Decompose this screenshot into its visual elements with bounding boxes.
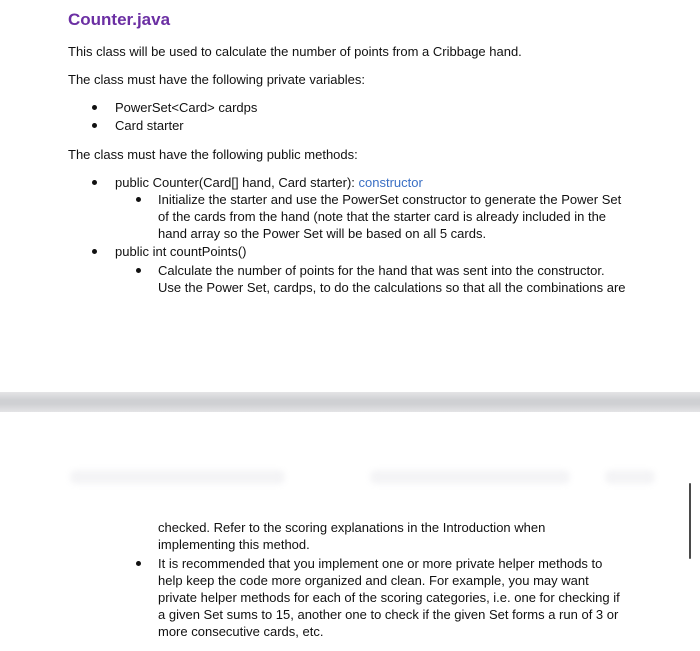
bullet-icon <box>136 561 141 566</box>
scrollbar[interactable] <box>689 483 691 559</box>
bullet-icon <box>92 123 97 128</box>
bullet-icon <box>92 180 97 185</box>
faint-overlay <box>370 470 570 484</box>
private-vars-heading: The class must have the following private variables: <box>68 72 365 87</box>
list-item <box>136 555 620 640</box>
list-item <box>92 99 257 116</box>
constructor-tag: constructor <box>358 175 423 190</box>
private-var-starter: Card starter <box>115 118 184 133</box>
count-points-detail: Calculate the number of points for the hand that was sent into the constructor. Use the Power Set, cardps, to do the calculations so that all the combinations are <box>158 263 626 295</box>
bullet-icon <box>92 105 97 110</box>
continuation-paragraph <box>158 519 545 553</box>
list-item <box>136 191 621 242</box>
constructor-signature: public Counter(Card[] hand, Card starter): <box>115 175 359 190</box>
faint-overlay <box>70 470 285 484</box>
method-signature <box>115 174 423 191</box>
bullet-icon <box>136 268 141 273</box>
continuation-text: checked. Refer to the scoring explanations in the Introduction when implementing this method. <box>158 520 546 552</box>
page-title: Counter.java <box>68 10 171 29</box>
list-item <box>92 243 247 260</box>
public-methods-heading: The class must have the following public methods: <box>68 147 358 162</box>
list-item <box>92 117 184 134</box>
constructor-detail: Initialize the starter and use the PowerSet constructor to generate the Power Set of the cards from the hand (note that the starter card is already included in the hand array so the Power Set will be based on all 5 cards. <box>158 192 622 241</box>
recommendation-text: It is recommended that you implement one or more private helper methods to help keep the code more organized and clean. For example, you may want private helper methods for each of the scoring categories, i.e. one for checking if a given Set sums to 15, another one to check if the given Set forms a run of 3 or more consecutive cards, etc. <box>158 556 620 639</box>
list-item <box>92 174 423 191</box>
page-separator <box>0 392 700 412</box>
faint-overlay <box>605 470 655 484</box>
list-item <box>136 262 626 296</box>
bullet-icon <box>92 249 97 254</box>
intro-paragraph: This class will be used to calculate the number of points from a Cribbage hand. <box>68 44 522 59</box>
count-points-signature: public int countPoints() <box>115 244 247 259</box>
private-var-cardps: PowerSet<Card> cardps <box>115 100 258 115</box>
bullet-icon <box>136 197 141 202</box>
